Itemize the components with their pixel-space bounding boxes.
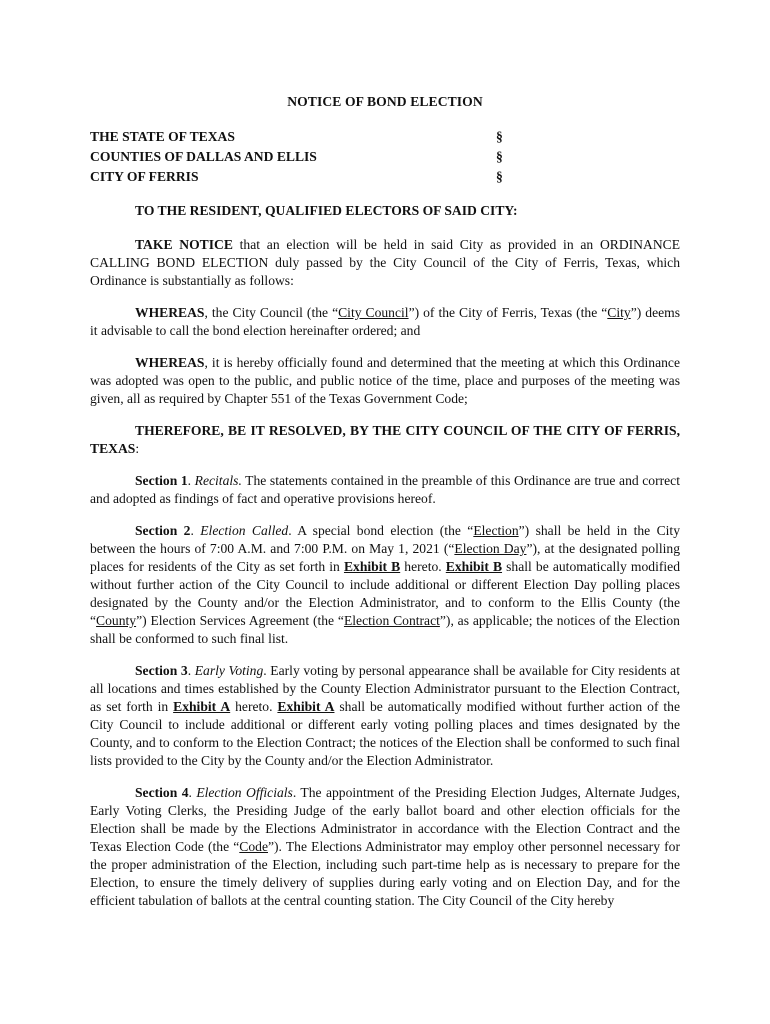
paragraph-text: ”) of the City of Ferris, Texas (the “ bbox=[408, 305, 608, 320]
punct: . bbox=[187, 663, 195, 678]
lead-text: TAKE NOTICE bbox=[135, 237, 233, 252]
salutation: TO THE RESIDENT, QUALIFIED ELECTORS OF SAID CITY: bbox=[135, 203, 518, 218]
paragraph-text: , the City Council (the “ bbox=[204, 305, 339, 320]
section-label: Section 4 bbox=[135, 785, 189, 800]
paragraph-text: . Early voting by personal appearance shall be available for City residents at all locations and times established by the County Election Administrator pursuant to the Election Contract, as set forth in bbox=[90, 663, 680, 714]
paragraph-text: hereto. bbox=[230, 699, 278, 714]
section-label: Section 1 bbox=[135, 473, 188, 488]
defined-term: City bbox=[607, 305, 631, 320]
document-body bbox=[90, 202, 680, 924]
lead-text: WHEREAS bbox=[135, 305, 205, 320]
section-2 bbox=[90, 522, 680, 648]
caption-row-city bbox=[90, 167, 510, 187]
paragraph-text: ”), at the designated polling places for residents of the City as set forth in bbox=[90, 541, 681, 574]
caption-counties: COUNTIES OF DALLAS AND ELLIS bbox=[90, 149, 317, 164]
paragraph-text: ”), as applicable; the notices of the Election shall be conformed to such final list. bbox=[90, 613, 680, 646]
case-caption bbox=[90, 127, 510, 187]
paragraph-text: ”) deems it advisable to call the bond election hereinafter ordered; and bbox=[90, 305, 680, 338]
paragraph-text: that an election will be held in said City as provided in an ORDINANCE CALLING BOND ELECTION duly passed by the City Council of the City of Ferris, Texas, which Ordinance is substantially as follows: bbox=[90, 237, 681, 288]
section-label: Section 3 bbox=[135, 663, 188, 678]
section-label: Section 2 bbox=[135, 523, 191, 538]
paragraph-text: . A special bond election (the “ bbox=[288, 523, 474, 538]
section-heading: Election Called bbox=[200, 523, 289, 538]
exhibit-reference: Exhibit A bbox=[277, 699, 335, 714]
defined-term: Election Contract bbox=[343, 613, 440, 628]
document-title: NOTICE OF BOND ELECTION bbox=[287, 94, 483, 109]
defined-term: Election bbox=[473, 523, 519, 538]
defined-term: Code bbox=[239, 839, 268, 854]
paragraph-text: , it is hereby officially found and determined that the meeting at which this Ordinance was adopted was open to the public, and public notice of the time, place and purposes of the meeting was given, all as required by Chapter 551 of the Texas Government Code; bbox=[90, 355, 680, 406]
paragraph-text: shall be automatically modified without further action of the City Council to include additional or different early voting polling places and times designated by the County, and to conform to the Election Contract; the notices of the Election shall be conformed to such final lists provided to the City by the County and/or the Election Administrator. bbox=[90, 699, 681, 768]
paragraph-text: ”) Election Services Agreement (the “ bbox=[136, 613, 344, 628]
lead-text: WHEREAS bbox=[135, 355, 205, 370]
section-mark: § bbox=[496, 169, 503, 184]
punct: . bbox=[190, 523, 201, 538]
exhibit-reference: Exhibit A bbox=[173, 699, 231, 714]
exhibit-reference: Exhibit B bbox=[445, 559, 503, 574]
paragraph-text: ”) shall be held in the City between the hours of 7:00 A.M. and 7:00 P.M. on May 1, 2021 (“ bbox=[90, 523, 680, 556]
section-heading: Early Voting bbox=[194, 663, 264, 678]
exhibit-reference: Exhibit B bbox=[343, 559, 401, 574]
caption-row-counties bbox=[90, 147, 510, 167]
paragraph-whereas-1 bbox=[90, 304, 680, 340]
paragraph-text: hereto. bbox=[400, 559, 446, 574]
defined-term: Election Day bbox=[454, 541, 527, 556]
section-heading: Election Officials bbox=[196, 785, 293, 800]
caption-state: THE STATE OF TEXAS bbox=[90, 129, 235, 144]
section-1 bbox=[90, 472, 680, 508]
paragraph-text: The statements contained in the preamble of this Ordinance are true and correct and adopted as findings of fact and operative provisions hereof. bbox=[90, 473, 680, 506]
section-4 bbox=[90, 784, 680, 910]
caption-city: CITY OF FERRIS bbox=[90, 169, 199, 184]
paragraph-therefore bbox=[90, 422, 680, 458]
defined-term: City Council bbox=[338, 305, 409, 320]
section-mark: § bbox=[496, 129, 503, 144]
section-3 bbox=[90, 662, 680, 770]
paragraph-text: shall be automatically modified without further action of the City Council to include additional or different Election Day polling places designated by the County and/or the Election Administrator, and to conform to the Ellis County (the “ bbox=[90, 559, 681, 628]
punct: . bbox=[187, 473, 195, 488]
section-heading: Recitals. bbox=[194, 473, 242, 488]
punct: . bbox=[188, 785, 197, 800]
paragraph-text: . The appointment of the Presiding Election Judges, Alternate Judges, Early Voting Clerks, the Presiding Judge of the early ballot board and other election officials for the Election shall be made by the Elections Administrator in accordance with the Election Contract and the Texas Election Code (the “ bbox=[90, 785, 680, 854]
paragraph-whereas-2 bbox=[90, 354, 680, 408]
paragraph-text: ”). The Elections Administrator may employ other personnel necessary for the proper administration of the Election, including such part-time help as is necessary to prepare for the Election, to ensure the timely delivery of supplies during early voting and on Election Day, and for the efficient tabulation of ballots at the central counting station. The City Council of the City hereby bbox=[90, 839, 680, 908]
defined-term: County bbox=[96, 613, 137, 628]
caption-row-state bbox=[90, 127, 510, 147]
lead-text: THEREFORE, BE IT RESOLVED, BY THE CITY COUNCIL OF THE CITY OF FERRIS, TEXAS bbox=[90, 423, 680, 456]
section-mark: § bbox=[496, 149, 503, 164]
paragraph-text: : bbox=[135, 441, 140, 456]
paragraph-take-notice bbox=[90, 236, 680, 290]
